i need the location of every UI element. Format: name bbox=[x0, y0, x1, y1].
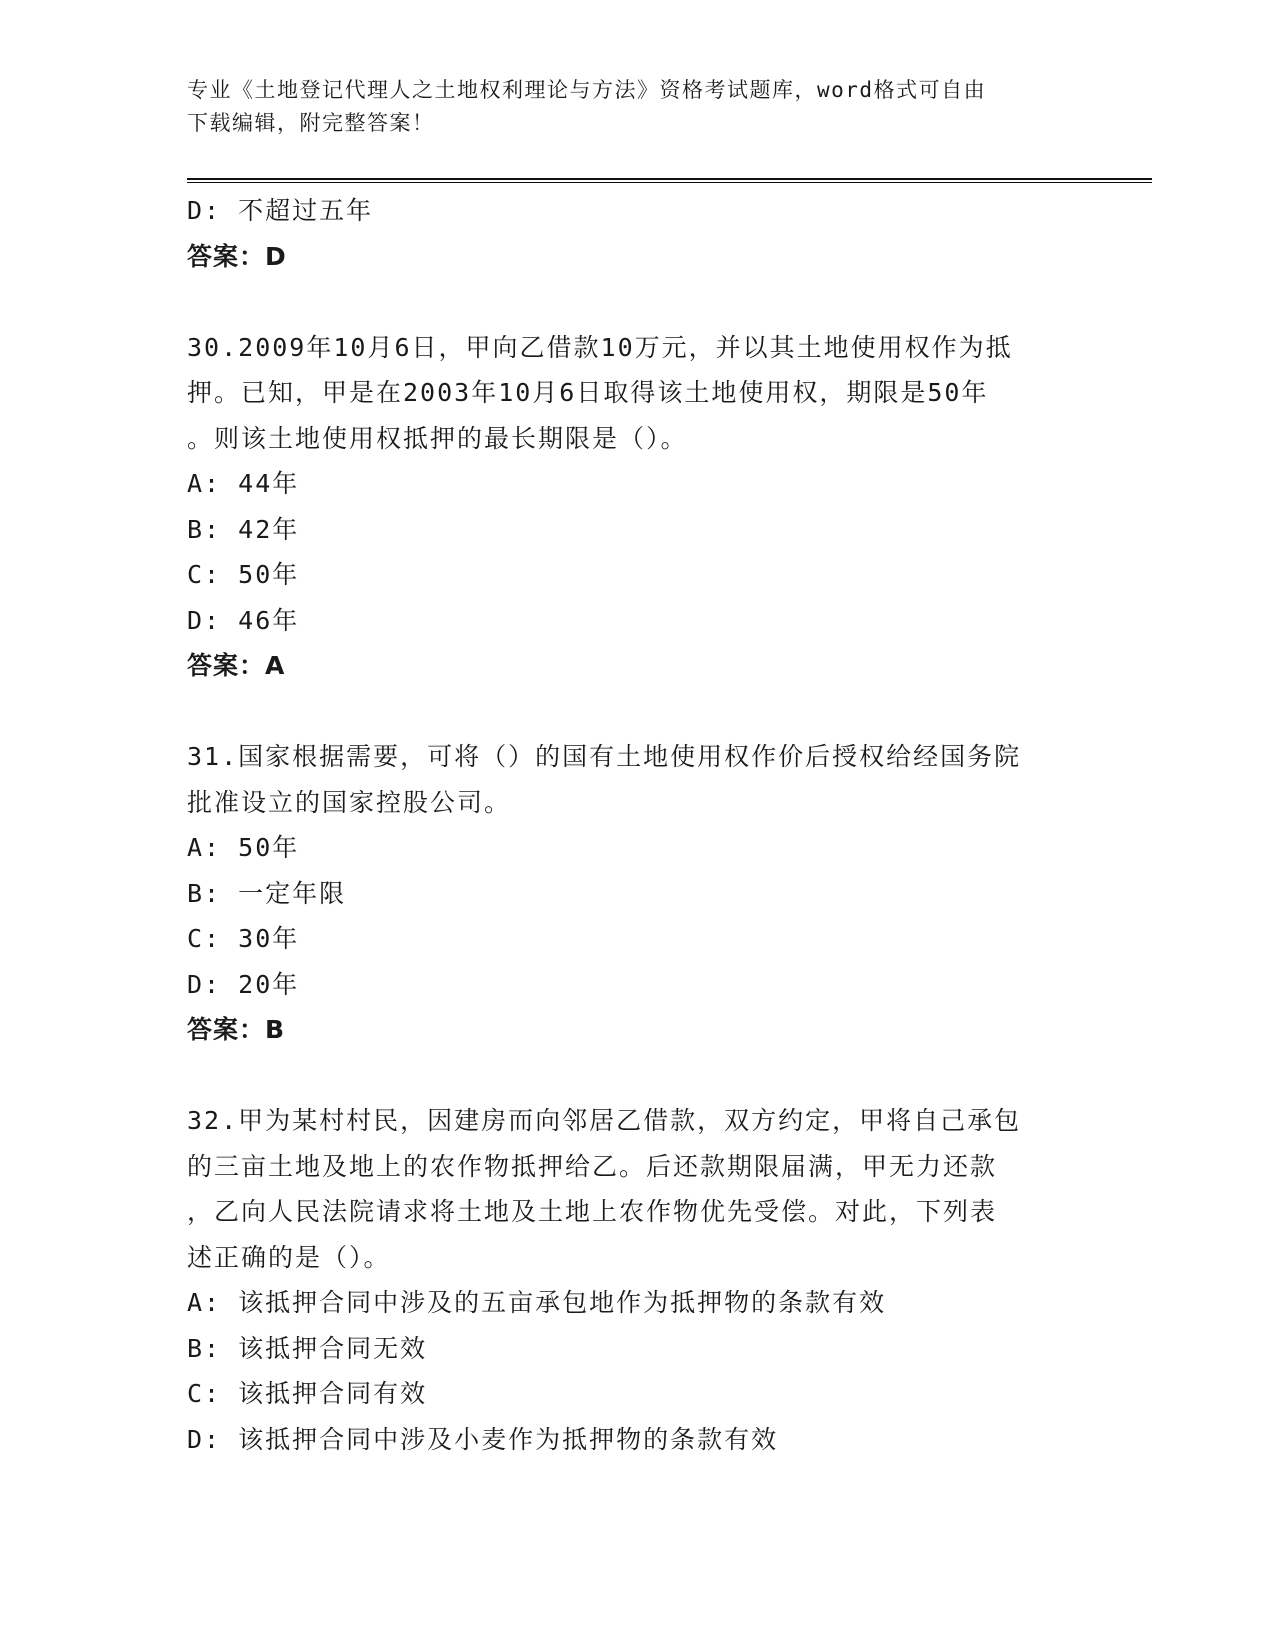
question-text-line: 31.国家根据需要，可将（）的国有土地使用权作价后授权给经国务院 bbox=[187, 742, 1022, 771]
question-31 bbox=[187, 734, 1087, 1053]
question-32 bbox=[187, 1098, 1087, 1462]
option-d: D: 20年 bbox=[187, 969, 300, 999]
option-c: C: 该抵押合同有效 bbox=[187, 1379, 428, 1408]
question-text-line: 32.甲为某村村民，因建房而向邻居乙借款，双方约定，甲将自己承包 bbox=[187, 1106, 1022, 1135]
option-a: A: 该抵押合同中涉及的五亩承包地作为抵押物的条款有效 bbox=[187, 1288, 887, 1317]
option-d: D: 该抵押合同中涉及小麦作为抵押物的条款有效 bbox=[187, 1424, 779, 1454]
option-a: A: 44年 bbox=[187, 469, 300, 498]
answer-label: 答案：A bbox=[187, 651, 286, 680]
spacer bbox=[187, 279, 1087, 325]
spacer bbox=[187, 1053, 1087, 1099]
option-c: C: 50年 bbox=[187, 560, 300, 589]
option-b: B: 一定年限 bbox=[187, 878, 347, 908]
question-text-line: 批准设立的国家控股公司。 bbox=[187, 787, 512, 817]
question-text-line: ，乙向人民法院请求将土地及土地上农作物优先受偿。对此，下列表 bbox=[187, 1197, 998, 1226]
option-c: C: 30年 bbox=[187, 924, 300, 953]
question-text-line: 的三亩土地及地上的农作物抵押给乙。后还款期限届满，甲无力还款 bbox=[187, 1151, 998, 1181]
header-line-2: 下载编辑，附完整答案！ bbox=[187, 111, 435, 135]
header-divider-thin bbox=[187, 182, 1152, 183]
option-d: D: 不超过五年 bbox=[187, 196, 374, 225]
answer-label: 答案：D bbox=[187, 241, 287, 271]
option-b: B: 42年 bbox=[187, 514, 300, 544]
question-text-line: 述正确的是（）。 bbox=[187, 1242, 391, 1272]
question-text-line: 押。已知，甲是在2003年10月6日取得该土地使用权，期限是50年 bbox=[187, 378, 989, 407]
question-29-tail bbox=[187, 188, 1087, 279]
option-a: A: 50年 bbox=[187, 833, 300, 862]
question-30 bbox=[187, 325, 1087, 689]
option-b: B: 该抵押合同无效 bbox=[187, 1333, 428, 1363]
spacer bbox=[187, 689, 1087, 735]
question-text-line: 30.2009年10月6日，甲向乙借款10万元，并以其土地使用权作为抵 bbox=[187, 332, 1013, 362]
answer-label: 答案：B bbox=[187, 1015, 286, 1044]
question-text-line: 。则该土地使用权抵押的最长期限是（）。 bbox=[187, 423, 688, 453]
option-d: D: 46年 bbox=[187, 605, 300, 635]
header-line-1: 专业《土地登记代理人之土地权利理论与方法》资格考试题库，word格式可自由 bbox=[187, 78, 987, 102]
question-list bbox=[187, 188, 1087, 1462]
page-header bbox=[187, 74, 1067, 140]
header-divider-thick bbox=[187, 178, 1152, 180]
